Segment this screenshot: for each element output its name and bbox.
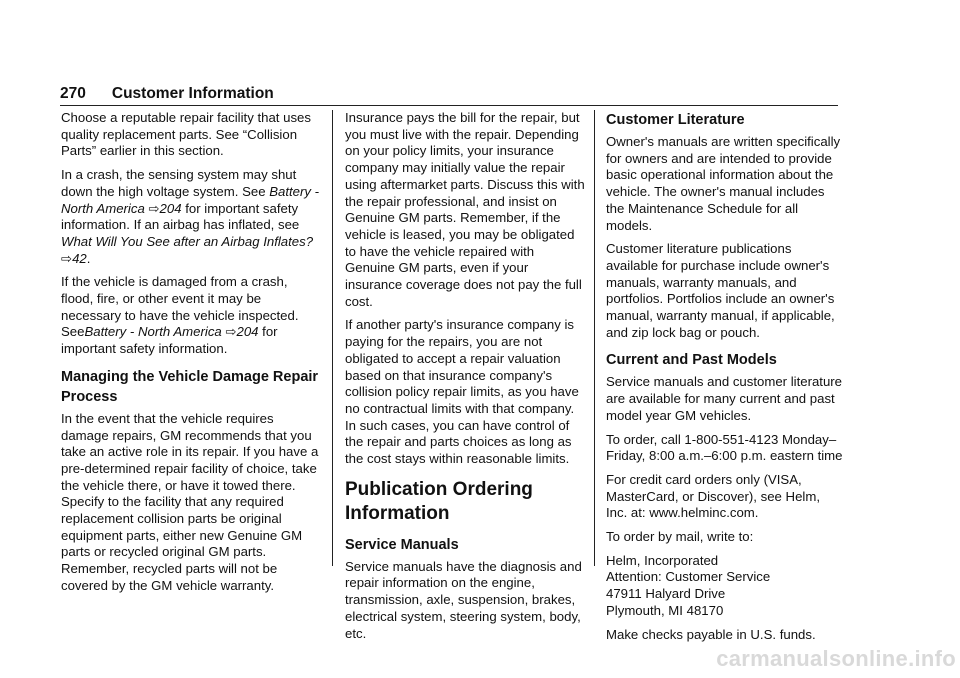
address-line: Helm, Incorporated xyxy=(606,552,719,568)
page-ref-42[interactable]: 42 xyxy=(72,250,87,266)
column-divider-2 xyxy=(594,110,595,566)
page-ref-arrow-icon: ⇨ xyxy=(225,324,237,340)
column-3 xyxy=(606,110,844,650)
heading-customer-literature: Customer Literature xyxy=(606,112,745,128)
paragraph-repair-facility: Choose a reputable repair facility that uses quality replacement parts. See “Collision Parts” earlier in this section. xyxy=(61,110,311,159)
page-ref-arrow-icon: ⇨ xyxy=(61,250,73,266)
column-divider-1 xyxy=(332,110,333,566)
mailing-address xyxy=(606,553,844,620)
watermark: carmanualsonline.info xyxy=(716,646,956,671)
address-line: Plymouth, MI 48170 xyxy=(606,602,724,618)
heading-damage-repair: Managing the Vehicle Damage Repair Process xyxy=(61,368,319,405)
section-title: Customer Information xyxy=(111,85,274,102)
page-ref-204[interactable]: 204 xyxy=(159,200,182,216)
link-battery-north-america-2[interactable]: Battery - North America xyxy=(84,324,222,340)
paragraph-models-available: Service manuals and customer literature are available for many current and past model year GM vehicles. xyxy=(606,374,843,423)
paragraph-checks-payable: Make checks payable in U.S. funds. xyxy=(606,626,816,642)
page-number: 270 xyxy=(60,85,86,102)
link-battery-north-america[interactable]: Battery - North America xyxy=(61,183,320,216)
page-header xyxy=(60,84,838,104)
column-2 xyxy=(345,110,585,649)
paragraph-vehicle-damaged: If the vehicle is damaged from a crash, flood, fire, or other event it may be necessary to have the vehicle inspected. SeeBattery - North America ⇨204 for important safety information. xyxy=(61,274,299,357)
link-airbag-inflates[interactable]: What Will You See after an Airbag Inflates? xyxy=(61,233,314,249)
paragraph-another-party: If another party's insurance company is paying for the repairs, you are not obligated to accept a repair valuation based on that insurance company's collision policy repair limits, as you have no contractual limits with that company. In such cases, you can have control of the repair and parts choices as long as the cost stays within reasonable limits. xyxy=(345,317,579,467)
paragraph-owners-manuals: Owner's manuals are written specifically for owners and are intended to provide basic operational information about the vehicle. The owner's manual includes the Maintenance Schedule for all models. xyxy=(606,134,841,233)
paragraph-service-manuals: Service manuals have the diagnosis and repair information on the engine, transmission, axle, suspension, brakes, electrical system, steering system, body, etc. xyxy=(345,558,582,641)
heading-service-manuals: Service Manuals xyxy=(345,536,459,553)
heading-current-past-models: Current and Past Models xyxy=(606,352,777,369)
paragraph-sensing-system: In a crash, the sensing system may shut down the high voltage system. See Battery - North America ⇨204 for important safety information. If an airbag has inflated, see What Will You See after an Airbag Inflates? ⇨42. xyxy=(61,167,320,266)
heading-publication-ordering: Publication Ordering Information xyxy=(345,478,533,524)
paragraph-order-mail: To order by mail, write to: xyxy=(606,529,754,545)
paragraph-literature-publications: Customer literature publications available for purchase include owner's manuals, warranty manuals, and portfolios. Portfolios include an owner's manual, warranty manual, if applicable, and zip lock bag or pouch. xyxy=(606,241,835,340)
header-rule xyxy=(60,105,838,106)
address-line: 47911 Halyard Drive xyxy=(606,586,726,602)
paragraph-insurance: Insurance pays the bill for the repair, but you must live with the repair. Depending on your policy limits, your insurance company may initially value the repair using aftermarket parts. Discuss this with the repair professional, and insist on Genuine GM parts. Remember, if the vehicle is leased, you may be obligated to have the vehicle repaired with Genuine GM parts, even if your insurance coverage does not pay the full cost. xyxy=(345,110,585,309)
paragraph-damage-repairs: In the event that the vehicle requires damage repairs, GM recommends that you take an active role in its repair. If you have a pre-determined repair facility of choice, take the vehicle there, or have it towed there. Specify to the facility that any required replacement collision parts be original equipment parts, either new Genuine GM parts or recycled original GM parts. Remember, recycled parts will not be covered by the GM vehicle warranty. xyxy=(61,410,319,593)
column-1 xyxy=(61,110,323,602)
address-line: Attention: Customer Service xyxy=(606,569,771,585)
paragraph-order-phone: To order, call 1-800-551-4123 Monday–Friday, 8:00 a.m.–6:00 p.m. eastern time xyxy=(606,431,843,464)
paragraph-credit-card: For credit card orders only (VISA, MasterCard, or Discover), see Helm, Inc. at: www.helminc.com. xyxy=(606,471,820,521)
page-ref-204-2[interactable]: 204 xyxy=(236,324,259,340)
page-ref-arrow-icon: ⇨ xyxy=(148,200,160,216)
